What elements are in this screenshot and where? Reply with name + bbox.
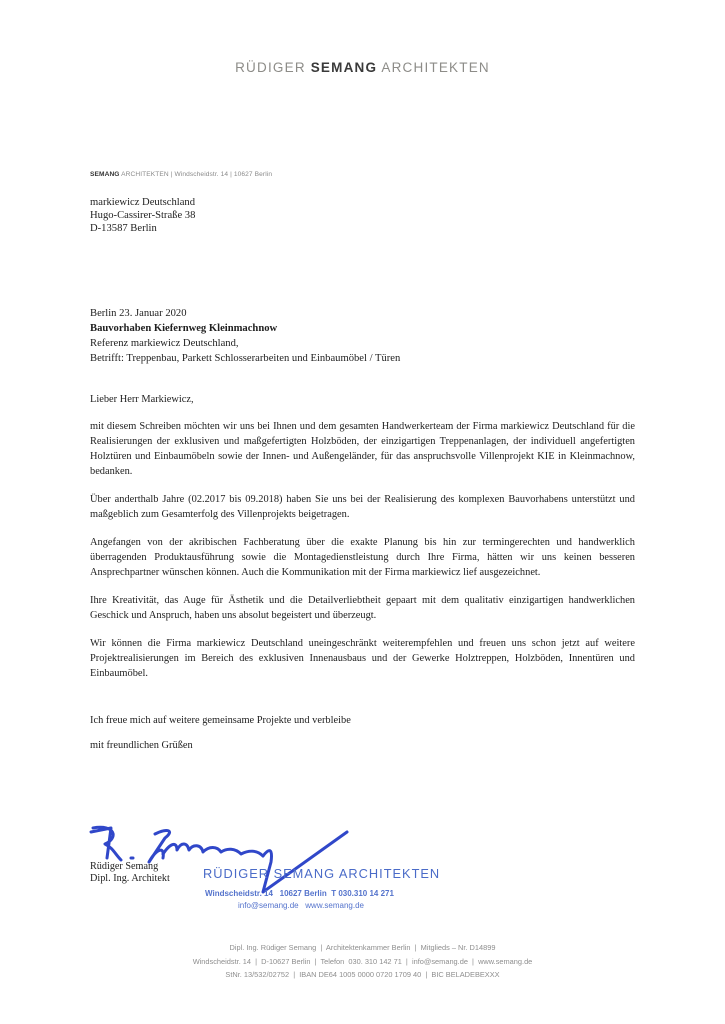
body-paragraph: mit diesem Schreiben möchten wir uns bei Ihnen und dem gesamten Handwerkerteam der Firma markiewicz Deutschland für die Realisierungen der exklusiven und maßgefertigten Holzböden, der einzigartigen Treppenanlagen, der individuell angefertigten Holztüren und Einbaumöbeln sowie der Innen- und Außengeländer, für das anspruchsvolle Villenprojekt KIE in Kleinmachnow, bedanken. [90,421,635,477]
salutation: Lieber Herr Markiewicz, [90,394,194,405]
letter-meta [90,306,400,366]
body-paragraph: Ihre Kreativität, das Auge für Ästhetik und die Detailverliebtheit gepaart mit dem qualitativ einzigartigen handwerklichen Geschick und Anspruch, haben uns absolut begeistert und überzeugt. [90,595,635,621]
sender-address: | Windscheidstr. 14 | 10627 Berlin [170,171,273,178]
signature-stroke-loops [163,844,263,856]
letter-concerns: Betrifft: Treppenbau, Parkett Schlosserarbeiten und Einbaumöbel / Türen [90,353,401,364]
closing-greeting: mit freundlichen Grüßen [90,740,193,751]
letter-body [90,392,635,694]
letterhead-name-bold: SEMANG [310,60,378,75]
letterhead-logo [0,60,725,75]
letter-footer [0,941,725,982]
closing-line: Ich freue mich auf weitere gemeinsame Projekte und verbleibe [90,715,351,726]
company-stamp [203,866,440,910]
letter-subject: Bauvorhaben Kiefernweg Kleinmachnow [90,323,278,334]
body-paragraph: Angefangen von der akribischen Fachberatung über die exakte Planung bis hin zur termingerechten und handwerklich überragenden Produktausführung sowie die Montagedienstleistung durch Ihre Firma, hätten wir uns keinen besseren Ansprechpartner wünschen können. Auch die Kommunikation mit der Firma markiewicz lief ausgezeichnet. [90,537,635,578]
body-paragraph: Über anderthalb Jahre (02.2017 bis 09.2018) haben Sie uns bei der Realisierung des komplexen Bauvorhabens unterstützt und maßgeblich zum Gesamterfolg des Villenprojekts beigetragen. [90,494,635,520]
letter-closing [90,713,351,763]
signature-stroke-s [149,831,170,862]
recipient-street: Hugo-Cassirer-Straße 38 [90,210,196,222]
recipient-city: D-13587 Berlin [90,223,157,235]
footer-line-registration: Dipl. Ing. Rüdiger Semang | Architektenkammer Berlin | Mitglieds – Nr. D14899 [229,943,496,952]
recipient-address [90,196,195,236]
sender-return-address [90,171,272,178]
stamp-title: RÜDIGER SEMANG ARCHITEKTEN [203,866,441,881]
letter-reference: Referenz markiewicz Deutschland, [90,338,239,349]
recipient-company: markiewicz Deutschland [90,197,196,208]
signature-stroke-r [91,827,121,860]
letter-date: Berlin 23. Januar 2020 [90,308,187,319]
footer-line-contact: Windscheidstr. 14 | D-10627 Berlin | Telefon 030. 310 142 71 | info@semang.de | www.semang.de [192,956,533,966]
signer-name: Rüdiger Semang [90,861,159,872]
letterhead-name-last: ARCHITEKTEN [381,60,490,75]
signer-title: Dipl. Ing. Architekt [90,873,170,884]
footer-line-bank: StNr. 13/532/02752 | IBAN DE64 1005 0000 0720 1709 40 | BIC BELADEBEXXX [225,970,500,979]
body-paragraph: Wir können die Firma markiewicz Deutschland uneingeschränkt weiterempfehlen und freuen uns schon jetzt auf weitere Projektrealisierungen im Bereich des exklusiven Innenausbaus und der Gewerke Holztreppen, Holzböden, Innentüren und Einbaumöbel. [90,638,635,679]
signer-block [90,861,170,885]
sender-firm-light: ARCHITEKTEN [121,171,169,178]
stamp-contact: info@semang.de www.semang.de [238,901,364,910]
letterhead-name-first: RÜDIGER [235,60,306,75]
stamp-address: Windscheidstr. 14 10627 Berlin T 030.310 14 271 [205,889,394,898]
sender-firm-bold: SEMANG [90,171,120,178]
